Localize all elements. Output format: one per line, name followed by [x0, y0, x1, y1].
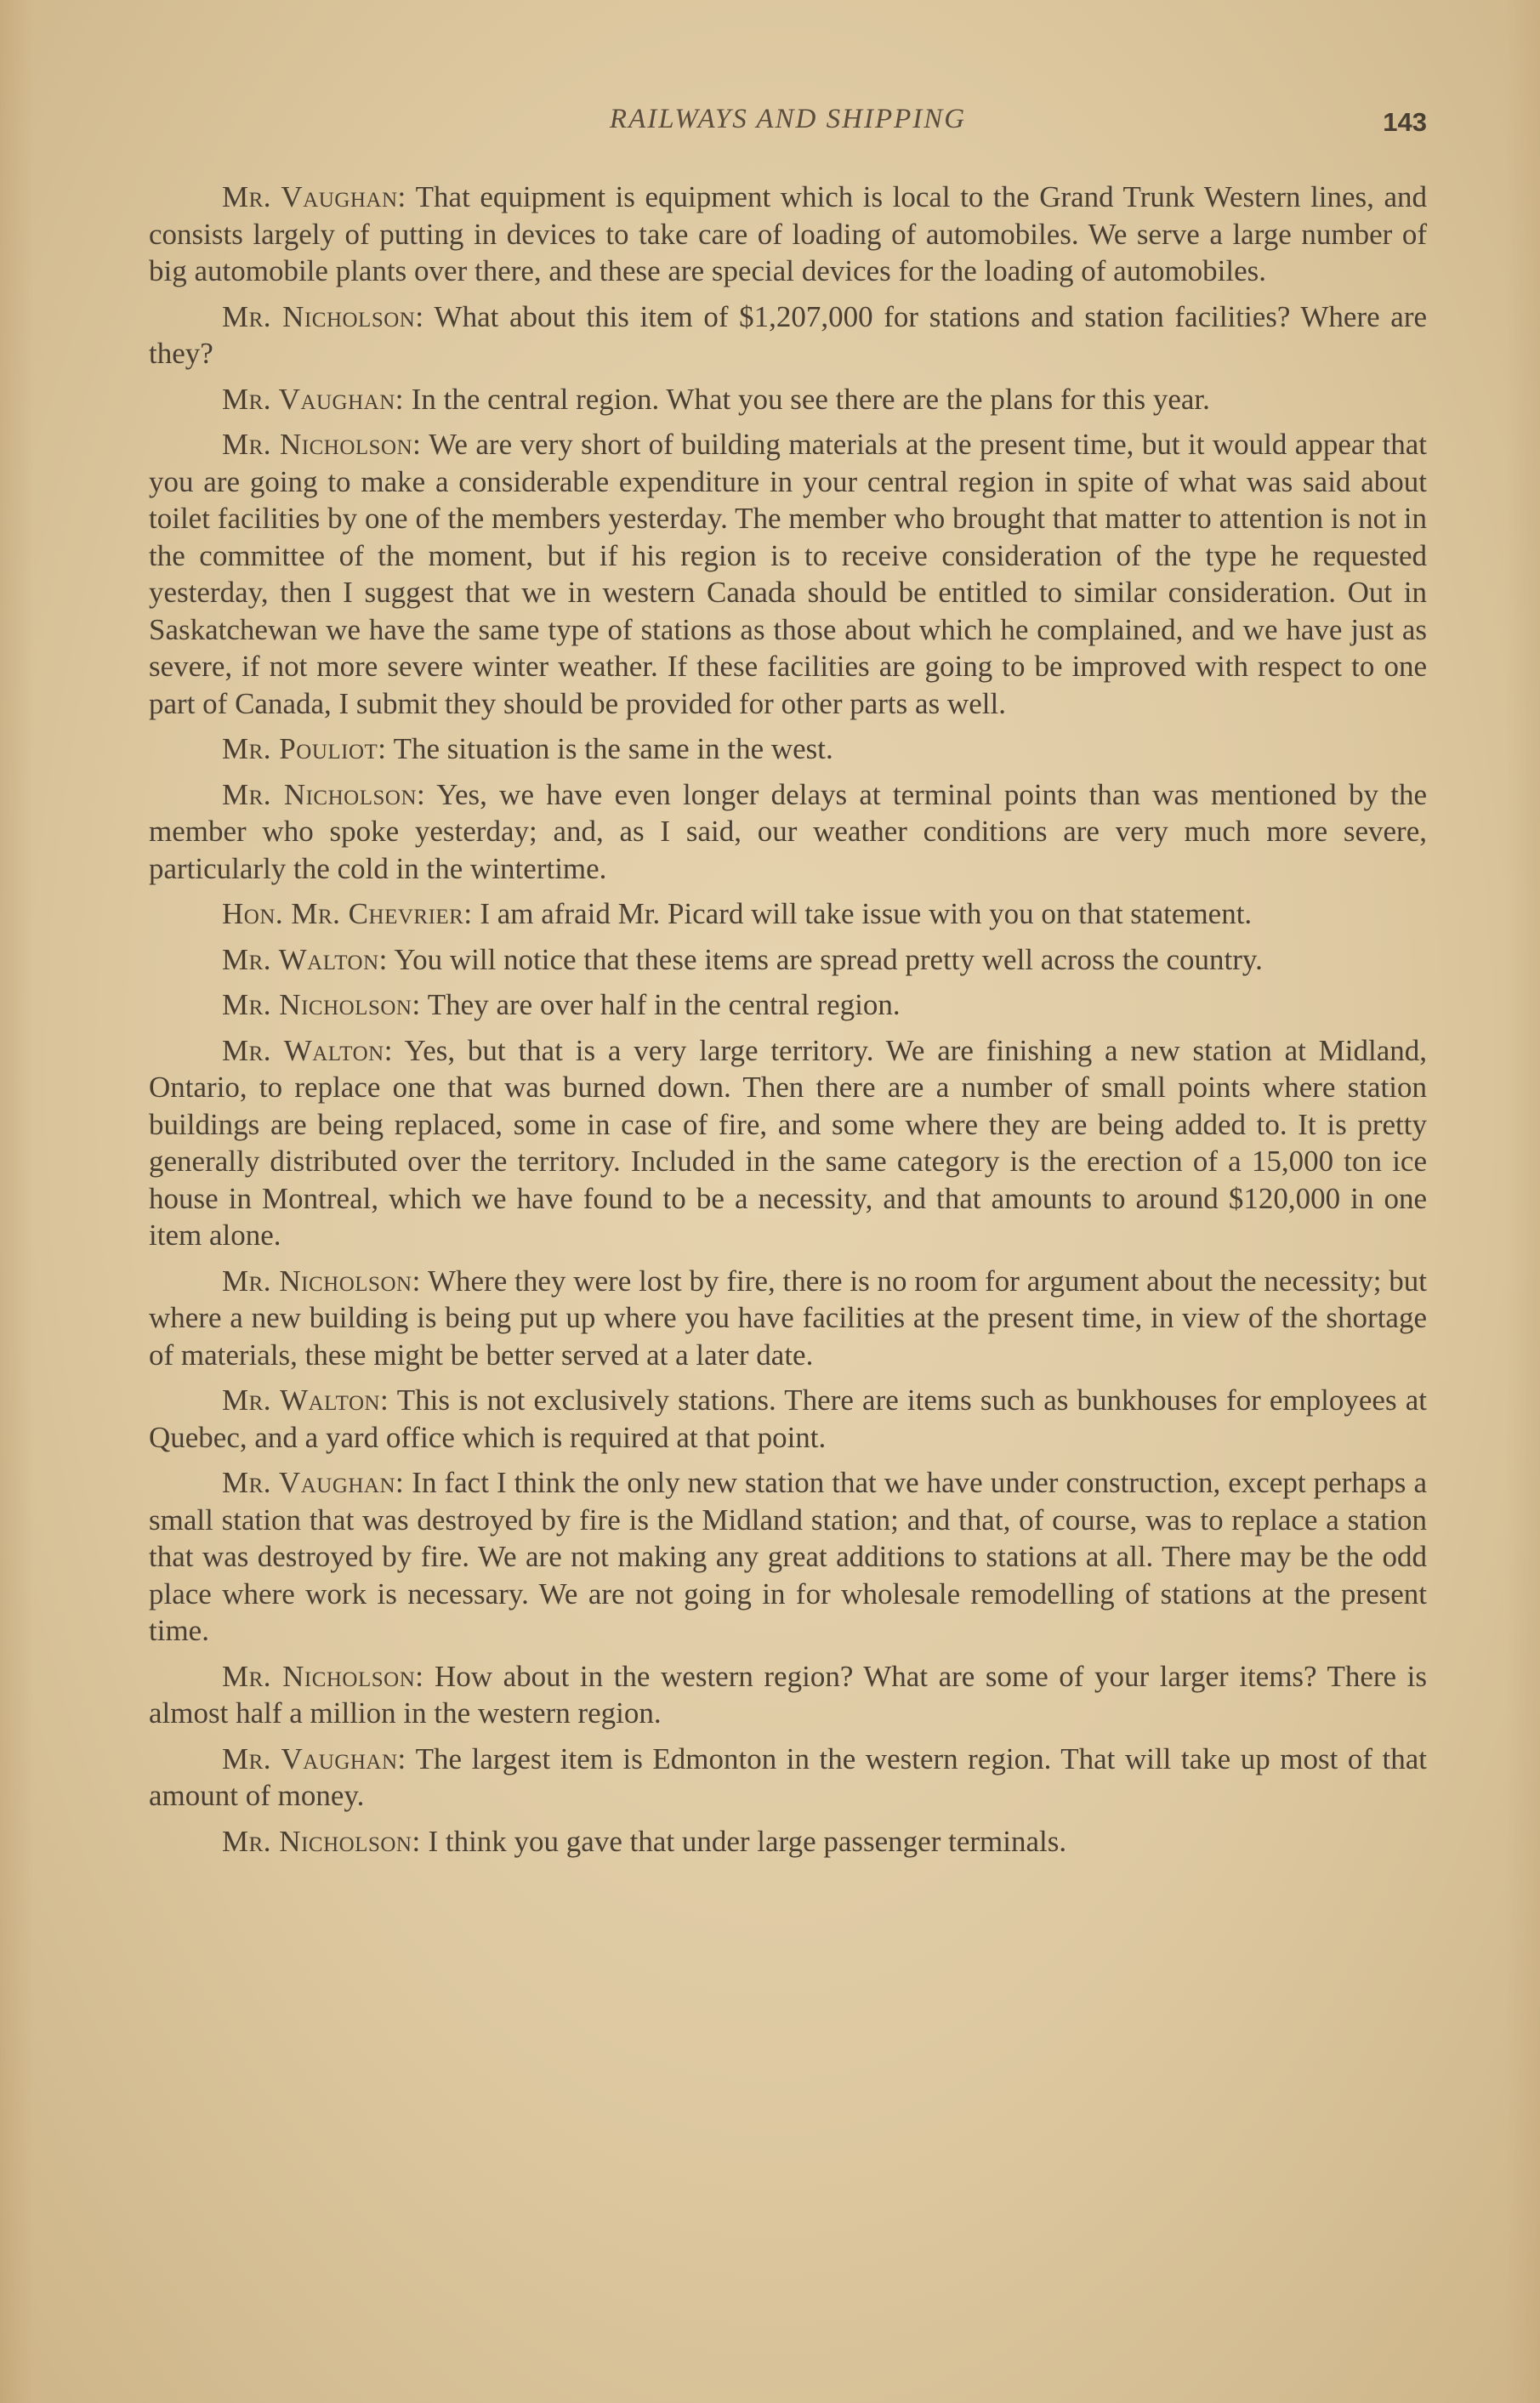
page-number: 143	[1383, 107, 1427, 137]
speaker-name: Mr. Nicholson:	[222, 988, 421, 1021]
paragraph	[149, 1032, 1427, 1254]
speaker-name: Mr. Nicholson:	[222, 299, 424, 333]
speaker-name: Mr. Vaughan:	[222, 382, 404, 416]
speaker-name: Mr. Nicholson:	[222, 777, 426, 811]
speech-text: Yes, we have even longer delays at terminal points than was mentioned by the member who spoke yesterday; and, as I said, our weather conditions are very much more severe, particularly the cold in the wintertime.	[149, 777, 1428, 885]
speech-text: We are very short of building materials at the present time, but it would appear that you are going to make a considerable expenditure in your central region in spite of what was said about toilet facilities by one of the members yesterday. The member who brought that matter to attention is not in the committee of the moment, but if his region is to receive consideration of the type he requested yesterday, then I suggest that we in western Canada should be entitled to similar consideration. Out in Saskatchewan we have the same type of stations as those about which he complained, and we have just as severe, if not more severe winter weather. If these facilities are going to be improved with respect to one part of Canada, I submit they should be provided for other parts as well.	[149, 428, 1427, 720]
speaker-name: Mr. Walton:	[222, 1033, 393, 1067]
paragraph	[149, 895, 1427, 933]
paragraph	[149, 1823, 1427, 1860]
speaker-name: Mr. Walton:	[222, 942, 388, 976]
paragraph	[149, 298, 1427, 372]
speech-text: The largest item is Edmonton in the western region. That will take up most of that amount of money.	[149, 1741, 1427, 1812]
page-header	[149, 104, 1427, 146]
speaker-name: Mr. Nicholson:	[222, 428, 422, 461]
speech-text: How about in the western region? What are some of your larger items? There is almost half a million in the western region.	[149, 1659, 1427, 1730]
paragraph	[149, 730, 1427, 768]
speaker-name: Mr. Vaughan:	[222, 180, 406, 213]
paragraph	[149, 1263, 1427, 1374]
paragraph	[149, 179, 1427, 290]
paragraph	[149, 426, 1427, 722]
transcript-body	[149, 179, 1427, 1868]
speech-text: That equipment is equipment which is local to the Grand Trunk Western lines, and consists largely of putting in devices to take care of loading of automobiles. We serve a large number of big automobile plants over there, and these are special devices for the loading of automobiles.	[149, 180, 1427, 287]
speaker-name: Mr. Vaughan:	[222, 1466, 405, 1499]
speech-text: I think you gave that under large passenger terminals.	[420, 1824, 1067, 1858]
paragraph	[149, 1741, 1427, 1815]
speech-text: They are over half in the central region.	[420, 988, 901, 1021]
speaker-name: Mr. Nicholson:	[222, 1824, 421, 1858]
speech-text: This is not exclusively stations. There are items such as bunkhouses for employees at Quebec, and a yard office which is required at that point.	[149, 1383, 1427, 1454]
speech-text: What about this item of $1,207,000 for stations and station facilities? Where are they?	[149, 299, 1428, 370]
speaker-name: Mr. Vaughan:	[222, 1741, 406, 1775]
paragraph	[149, 1658, 1427, 1732]
running-title: RAILWAYS AND SHIPPING	[609, 104, 967, 134]
speaker-name: Hon. Mr. Chevrier:	[222, 897, 473, 930]
paragraph	[149, 381, 1427, 418]
paragraph	[149, 776, 1427, 888]
paragraph	[149, 986, 1427, 1024]
paragraph	[149, 1382, 1427, 1456]
paragraph	[149, 941, 1427, 979]
speech-text: In fact I think the only new station that we have under construction, except perhaps a small station that was destroyed by fire is the Midland station; and that, of course, was to replace a station that was destroyed by fire. We are not making any great additions to stations at all. There may be the odd place where work is necessary. We are not going in for wholesale remodelling of stations at the present time.	[149, 1466, 1427, 1647]
speaker-name: Mr. Pouliot:	[222, 732, 387, 765]
speaker-name: Mr. Nicholson:	[222, 1659, 424, 1693]
speaker-name: Mr. Nicholson:	[222, 1264, 421, 1298]
speech-text: The situation is the same in the west.	[386, 732, 833, 765]
speech-text: Yes, but that is a very large territory. We are finishing a new station at Midland, Ontario, to replace one that was burned down. Then there are a number of small points where station buildings are being replaced, some in case of fire, and some where they are being added to. It is pretty generally distributed over the territory. Included in the same category is the erection of a 15,000 ton ice house in Montreal, which we have found to be a necessity, and that amounts to around $120,000 in one item alone.	[149, 1033, 1427, 1252]
speech-text: You will notice that these items are spread pretty well across the country.	[387, 942, 1263, 976]
speech-text: I am afraid Mr. Picard will take issue with you on that statement.	[472, 897, 1253, 930]
speech-text: In the central region. What you see there are the plans for this year.	[404, 382, 1210, 416]
speech-text: Where they were lost by fire, there is no room for argument about the necessity; but where a new building is being put up where you have facilities at the present time, in view of the shortage of materials, these might be better served at a later date.	[149, 1264, 1428, 1372]
speaker-name: Mr. Walton:	[222, 1383, 389, 1417]
paragraph	[149, 1464, 1427, 1650]
